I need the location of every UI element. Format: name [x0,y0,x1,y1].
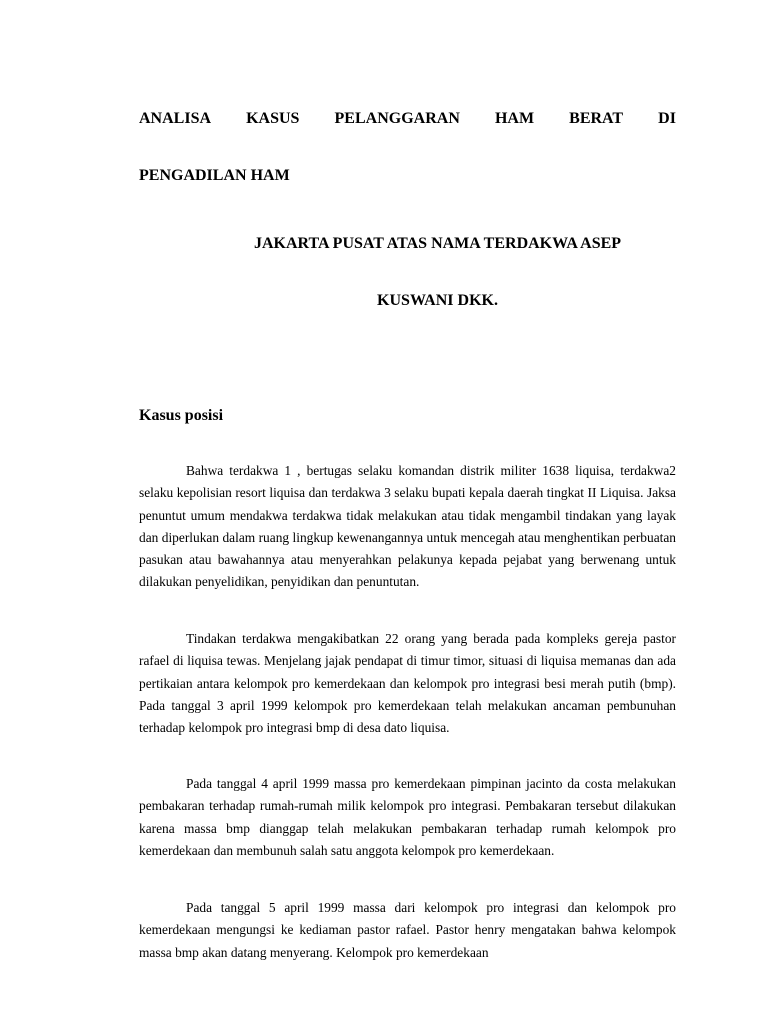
paragraph: Tindakan terdakwa mengakibatkan 22 orang yang berada pada kompleks gereja pastor rafael di liquisa tewas. Menjelang jajak pendapat di timur timor, situasi di liquisa memanas dan ada pertikaian antara kelompok pro kemerdekaan dan kelompok pro integrasi besi merah putih (bmp). Pada tanggal 3 april 1999 kelompok pro kemerdekaan telah melakukan ancaman pembunuhan terhadap kelompok pro integrasi bmp di desa dato liquisa. [139,631,676,736]
title-word: KASUS [246,110,300,127]
subtitle-line-2: KUSWANI DKK. [377,292,498,309]
title-word: HAM [494,110,535,127]
title-line-2: PENGADILAN HAM [139,167,290,184]
title-word: PELANGGARAN [334,110,460,127]
title-word: BERAT [569,110,624,127]
title-word: ANALISA [139,110,212,127]
paragraph: Pada tanggal 5 april 1999 massa dari kelompok pro integrasi dan kelompok pro kemerdekaan mengungsi ke kediaman pastor rafael. Pastor henry mengatakan bahwa kelompok massa bmp akan datang menyerang. Kelompok pro kemerdekaan [139,900,676,960]
section-heading: Kasus posisi [139,407,224,424]
paragraph: Pada tanggal 4 april 1999 massa pro kemerdekaan pimpinan jacinto da costa melakukan pembakaran terhadap rumah-rumah milik kelompok pro integrasi. Pembakaran tersebut dilakukan karena massa bmp dianggap telah melakukan pembakaran terhadap rumah kelompok pro kemerdekaan dan membunuh salah satu anggota kelompok pro kemerdekaan. [139,776,676,858]
paragraph: Bahwa terdakwa 1 , bertugas selaku komandan distrik militer 1638 liquisa, terdakwa2 selaku kepolisian resort liquisa dan terdakwa 3 selaku bupati kepala daerah tingkat II Liquisa. Jaksa penuntut umum mendakwa terdakwa tidak melakukan atau tidak mengambil tindakan yang layak dan diperlukan dalam ruang lingkup kewenangannya untuk mencegah atau menghentikan perbuatan pasukan atau bawahannya atau menyerahkan pelakunya kepada pejabat yang berwenang untuk dilakukan penyelidikan, penyidikan dan penuntutan. [139,463,676,590]
title-line-1 [139,109,676,129]
title-word: DI [658,110,676,127]
subtitle-line-1: JAKARTA PUSAT ATAS NAMA TERDAKWA ASEP [253,235,622,252]
